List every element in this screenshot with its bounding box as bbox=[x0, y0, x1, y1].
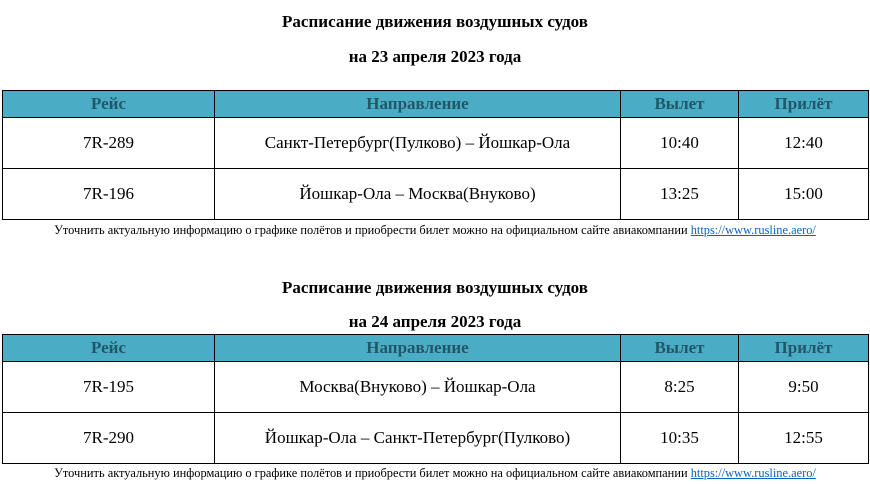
route-cell: Йошкар-Ола – Москва(Внуково) bbox=[215, 169, 621, 220]
header-route: Направление bbox=[215, 91, 621, 118]
route-cell: Йошкар-Ола – Санкт-Петербург(Пулково) bbox=[215, 413, 621, 464]
arrival-cell: 12:40 bbox=[739, 118, 869, 169]
header-departure: Вылет bbox=[621, 91, 739, 118]
header-flight: Рейс bbox=[3, 335, 215, 362]
table-row bbox=[3, 118, 869, 169]
note-text: Уточнить актуальную информацию о графике полётов и приобрести билет можно на официальном сайте авиакомпании bbox=[54, 223, 691, 237]
table-header-row bbox=[3, 91, 869, 118]
header-arrival: Прилёт bbox=[739, 91, 869, 118]
note-text: Уточнить актуальную информацию о графике полётов и приобрести билет можно на официальном сайте авиакомпании bbox=[54, 466, 691, 480]
departure-cell: 10:35 bbox=[621, 413, 739, 464]
route-cell: Санкт-Петербург(Пулково) – Йошкар-Ола bbox=[215, 118, 621, 169]
departure-cell: 8:25 bbox=[621, 362, 739, 413]
schedule-2-table bbox=[2, 334, 869, 464]
flight-cell: 7R-289 bbox=[3, 118, 215, 169]
rusline-link[interactable]: https://www.rusline.aero/ bbox=[690, 223, 816, 237]
schedule-1-title-line1: Расписание движения воздушных судов bbox=[282, 12, 588, 31]
table-row bbox=[3, 362, 869, 413]
schedule-1-table bbox=[2, 90, 869, 220]
arrival-cell: 9:50 bbox=[739, 362, 869, 413]
flight-cell: 7R-196 bbox=[3, 169, 215, 220]
header-arrival: Прилёт bbox=[739, 335, 869, 362]
arrival-cell: 12:55 bbox=[739, 413, 869, 464]
flight-cell: 7R-290 bbox=[3, 413, 215, 464]
schedule-1-note bbox=[0, 223, 870, 237]
arrival-cell: 15:00 bbox=[739, 169, 869, 220]
header-route: Направление bbox=[215, 335, 621, 362]
flight-cell: 7R-195 bbox=[3, 362, 215, 413]
schedule-1-title-line2: на 23 апреля 2023 года bbox=[348, 47, 522, 66]
header-flight: Рейс bbox=[3, 91, 215, 118]
rusline-link[interactable]: https://www.rusline.aero/ bbox=[690, 466, 816, 480]
table-row bbox=[3, 413, 869, 464]
departure-cell: 13:25 bbox=[621, 169, 739, 220]
departure-cell: 10:40 bbox=[621, 118, 739, 169]
schedule-2-note bbox=[0, 466, 870, 480]
schedule-2-title-line2: на 24 апреля 2023 года bbox=[348, 312, 522, 331]
table-row bbox=[3, 169, 869, 220]
schedule-2-title-line1: Расписание движения воздушных судов bbox=[282, 278, 588, 297]
route-cell: Москва(Внуково) – Йошкар-Ола bbox=[215, 362, 621, 413]
header-departure: Вылет bbox=[621, 335, 739, 362]
table-header-row bbox=[3, 335, 869, 362]
